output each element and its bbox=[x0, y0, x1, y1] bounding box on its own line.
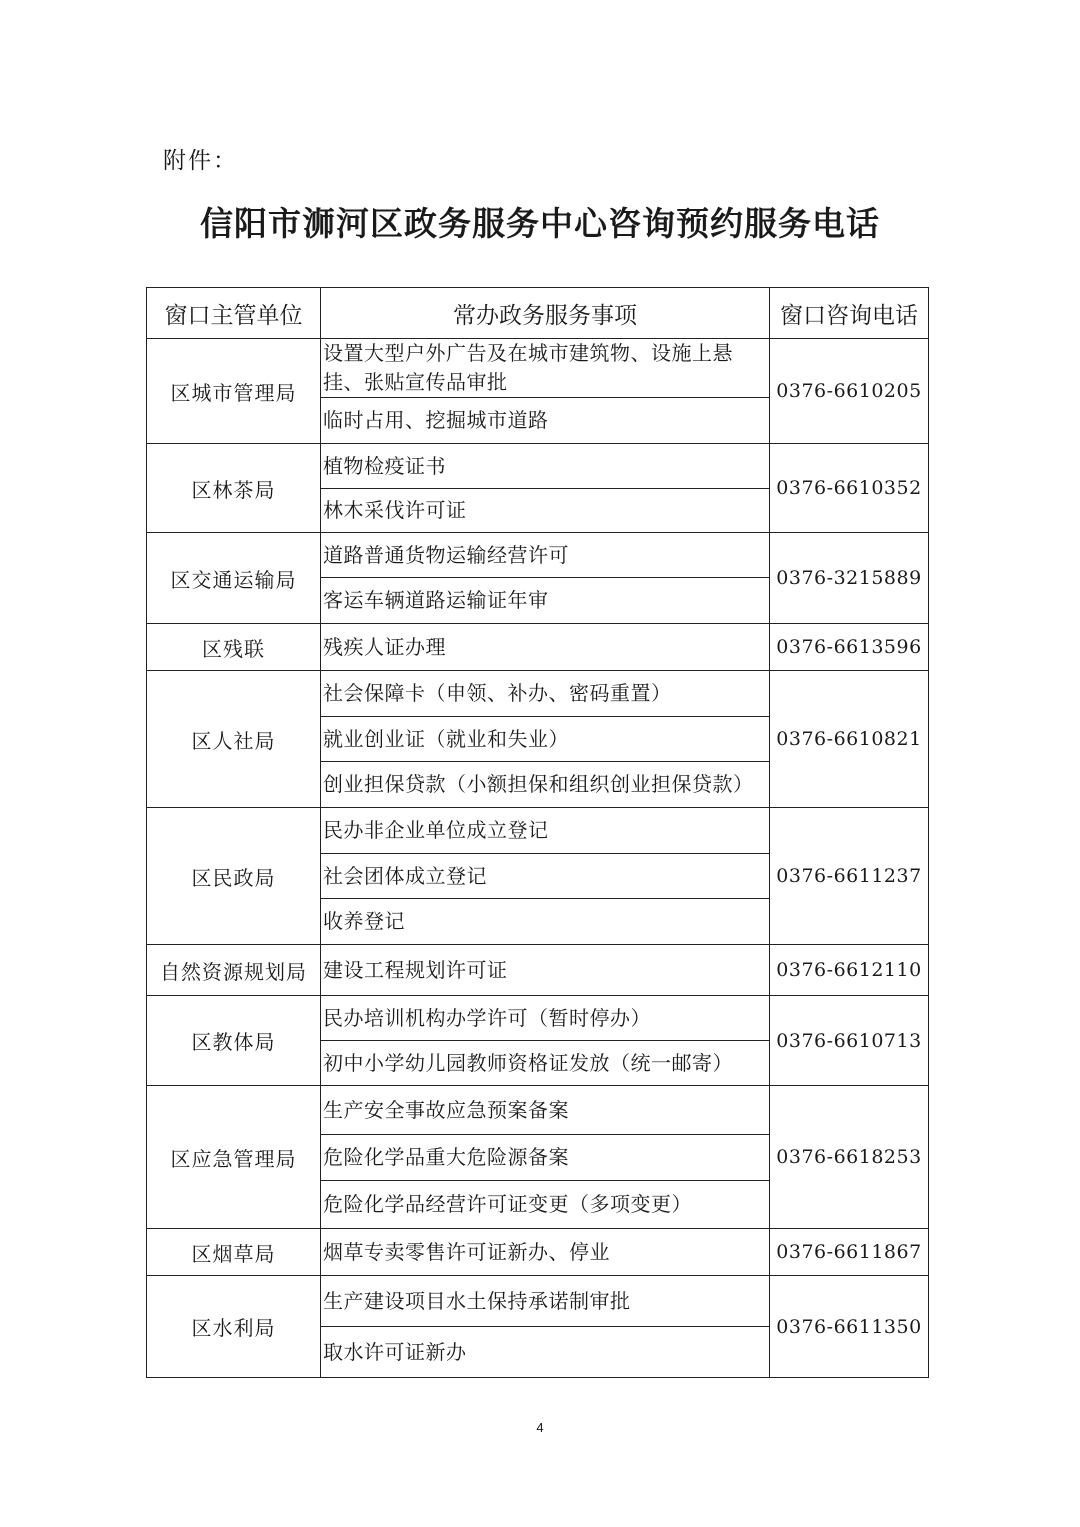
unit-cell: 区林茶局 bbox=[147, 444, 321, 533]
service-item: 就业创业证（就业和失业） bbox=[321, 716, 769, 761]
table-row bbox=[147, 444, 929, 533]
service-item: 收养登记 bbox=[321, 898, 769, 944]
services-cell bbox=[321, 1229, 770, 1276]
services-cell bbox=[321, 945, 770, 996]
phone-cell: 0376-6610352 bbox=[770, 444, 929, 533]
phone-cell: 0376-6610821 bbox=[770, 671, 929, 808]
table-row bbox=[147, 1229, 929, 1276]
phone-cell: 0376-6611867 bbox=[770, 1229, 929, 1276]
services-cell bbox=[321, 444, 770, 533]
table-row bbox=[147, 339, 929, 444]
page-number: 4 bbox=[536, 1420, 544, 1435]
unit-cell: 区残联 bbox=[147, 624, 321, 671]
phone-cell: 0376-6613596 bbox=[770, 624, 929, 671]
table-row bbox=[147, 996, 929, 1086]
phone-cell: 0376-3215889 bbox=[770, 533, 929, 624]
services-cell bbox=[321, 671, 770, 808]
phone-cell: 0376-6611350 bbox=[770, 1276, 929, 1378]
service-item: 创业担保贷款（小额担保和组织创业担保贷款） bbox=[321, 761, 769, 807]
service-item: 临时占用、挖掘城市道路 bbox=[321, 397, 769, 443]
table-header-row bbox=[147, 288, 929, 339]
services-cell bbox=[321, 339, 770, 444]
services-cell bbox=[321, 1276, 770, 1378]
service-item: 残疾人证办理 bbox=[323, 634, 446, 659]
service-item: 取水许可证新办 bbox=[321, 1326, 769, 1377]
service-item: 道路普通货物运输经营许可 bbox=[323, 542, 569, 567]
table-row bbox=[147, 624, 929, 671]
unit-cell: 区城市管理局 bbox=[147, 339, 321, 444]
header-services: 常办政务服务事项 bbox=[321, 288, 770, 339]
table-row bbox=[147, 671, 929, 808]
service-item: 危险化学品经营许可证变更（多项变更） bbox=[321, 1180, 769, 1228]
service-item: 社会保障卡（申领、补办、密码重置） bbox=[323, 681, 672, 705]
service-item: 设置大型户外广告及在城市建筑物、设施上悬挂、张贴宣传品审批 bbox=[323, 341, 733, 394]
phone-cell: 0376-6610205 bbox=[770, 339, 929, 444]
header-unit: 窗口主管单位 bbox=[147, 288, 321, 339]
service-item: 社会团体成立登记 bbox=[321, 853, 769, 898]
phone-cell: 0376-6612110 bbox=[770, 945, 929, 996]
unit-cell: 区烟草局 bbox=[147, 1229, 321, 1276]
table-body bbox=[147, 339, 929, 1378]
table-row bbox=[147, 808, 929, 945]
document-title: 信阳市浉河区政务服务中心咨询预约服务电话 bbox=[200, 204, 880, 243]
table-row bbox=[147, 945, 929, 996]
header-phone: 窗口咨询电话 bbox=[770, 288, 929, 339]
unit-cell: 区民政局 bbox=[147, 808, 321, 945]
service-phone-table bbox=[146, 287, 929, 1378]
services-cell bbox=[321, 624, 770, 671]
attachment-label: 附件： bbox=[163, 148, 238, 174]
service-item: 烟草专卖零售许可证新办、停业 bbox=[323, 1239, 610, 1264]
service-item: 植物检疫证书 bbox=[323, 453, 446, 478]
service-item: 客运车辆道路运输证年审 bbox=[321, 577, 769, 623]
table-row bbox=[147, 1276, 929, 1378]
services-cell bbox=[321, 1086, 770, 1229]
table-row bbox=[147, 1086, 929, 1229]
service-item: 建设工程规划许可证 bbox=[323, 957, 508, 982]
unit-cell: 区水利局 bbox=[147, 1276, 321, 1378]
phone-cell: 0376-6610713 bbox=[770, 996, 929, 1086]
unit-cell: 区教体局 bbox=[147, 996, 321, 1086]
services-cell bbox=[321, 808, 770, 945]
service-item: 初中小学幼儿园教师资格证发放（统一邮寄） bbox=[321, 1040, 769, 1085]
phone-cell: 0376-6611237 bbox=[770, 808, 929, 945]
unit-cell: 区应急管理局 bbox=[147, 1086, 321, 1229]
service-item: 危险化学品重大危险源备案 bbox=[321, 1134, 769, 1180]
phone-cell: 0376-6618253 bbox=[770, 1086, 929, 1229]
unit-cell: 区交通运输局 bbox=[147, 533, 321, 624]
unit-cell: 自然资源规划局 bbox=[147, 945, 321, 996]
service-item: 生产建设项目水土保持承诺制审批 bbox=[323, 1288, 631, 1313]
service-item: 民办非企业单位成立登记 bbox=[323, 818, 549, 842]
table-row bbox=[147, 533, 929, 624]
unit-cell: 区人社局 bbox=[147, 671, 321, 808]
service-item: 林木采伐许可证 bbox=[321, 488, 769, 532]
service-item: 民办培训机构办学许可（暂时停办） bbox=[323, 1005, 651, 1030]
services-cell bbox=[321, 996, 770, 1086]
service-item: 生产安全事故应急预案备案 bbox=[323, 1097, 569, 1122]
services-cell bbox=[321, 533, 770, 624]
